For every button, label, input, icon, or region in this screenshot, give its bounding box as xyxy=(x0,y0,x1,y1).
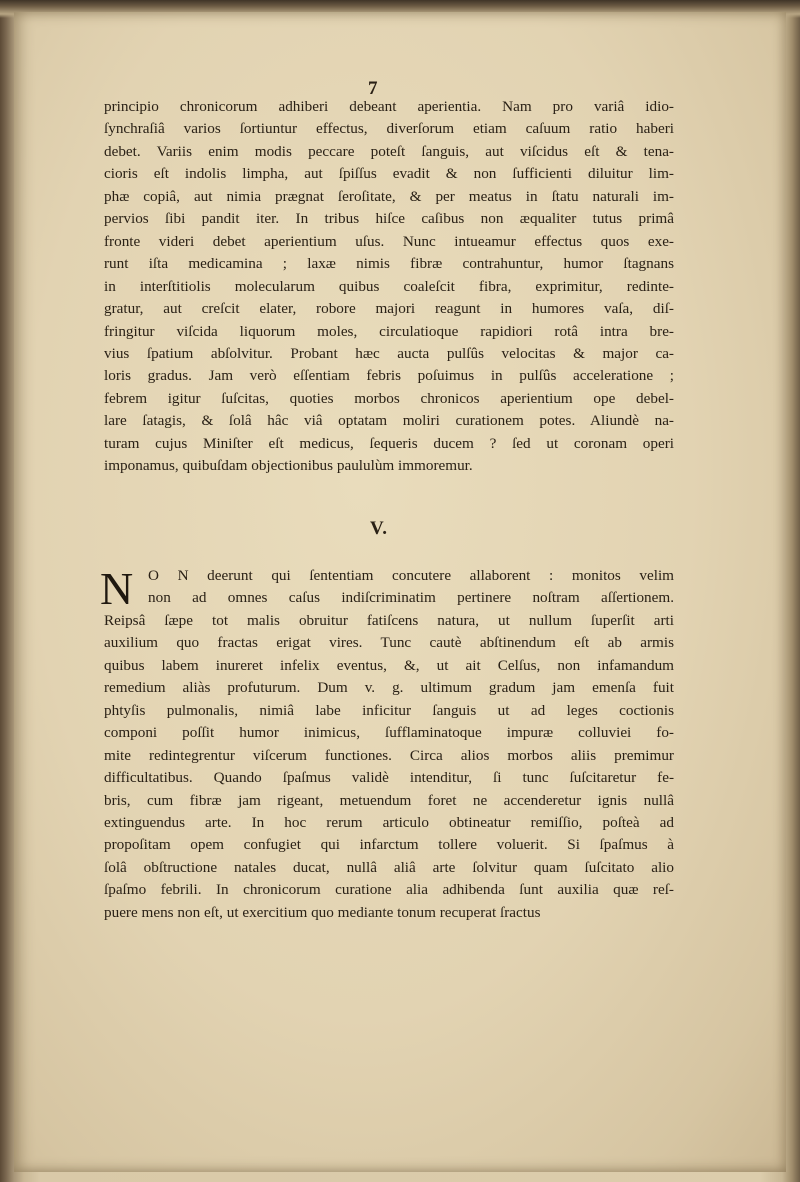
text-line: mite redintegrentur viſcerum functiones. Circa alios morbos aliis premimur xyxy=(104,746,674,764)
text-line: loris gradus. Jam verò eſſentiam febris poſuimus in pulſûs acceleratione ; xyxy=(104,367,674,385)
text-line: imponamus, quibuſdam objectionibus paululùm immoremur. xyxy=(104,457,473,475)
paragraph-2 xyxy=(104,565,674,924)
text-line: gratur, aut creſcit elater, robore majori reagunt in humores vaſa, diſ- xyxy=(104,300,674,318)
text-line: propoſitam opem confugiet qui infarctum tollere voluerit. Si ſpaſmus à xyxy=(104,836,674,854)
text-line: phtyſis pulmonalis, nimiâ labe inficitur ſanguis ut ad leges coctionis xyxy=(104,701,674,719)
text-line: auxilium quo fractas erigat vires. Tunc cautè abſtinendum eſt ab armis xyxy=(104,634,674,652)
text-line: non ad omnes caſus indiſcriminatim pertinere noſtram aſſertionem. xyxy=(148,589,674,607)
text-line: remedium aliàs profuturum. Dum v. g. ultimum gradum jam emenſa fuit xyxy=(104,679,674,697)
text-line: pervios ſibi pandit iter. In tribus hiſce caſibus non æqualiter tutus primâ xyxy=(104,210,674,228)
text-line: fronte videri debet aperientium uſus. Nunc intueamur effectus quos exe- xyxy=(104,232,674,250)
text-line: ſpaſmo febrili. In chronicorum curatione alia adhibenda ſunt auxilia quæ reſ- xyxy=(104,881,674,899)
text-line: principio chronicorum adhiberi debeant aperientia. Nam pro variâ idio- xyxy=(104,98,674,115)
text-line: puere mens non eſt, ut exercitium quo mediante tonum recuperat ſractus xyxy=(104,903,541,921)
text-line: ſolâ obſtructione natales ducat, nullâ aliâ arte ſolvitur quam ſuſcitato alio xyxy=(104,858,674,876)
text-line: turam cujus Miniſter eſt medicus, ſequeris ducem ? ſed ut coronam operi xyxy=(104,434,674,452)
text-line: componi poſſit humor inimicus, ſufflaminatoque impuræ colluviei fo- xyxy=(104,724,674,742)
text-line: phæ copiâ, aut nimia prægnat ſeroſitate, & per meatus in ſtatu naturali im- xyxy=(104,187,674,205)
section-heading: V. xyxy=(370,518,389,539)
text-line: cioris eſt indolis limpha, aut ſpiſſus evadit & non ſufficienti diluitur lim- xyxy=(104,165,674,183)
drop-capital: N xyxy=(100,563,134,614)
text-line: Reipsâ ſæpe tot malis obruitur fatiſcens natura, ut nullum ſuperſit arti xyxy=(104,611,674,629)
text-line: debet. Variis enim modis peccare poteſt ſanguis, aut viſcidus eſt & tena- xyxy=(104,142,674,160)
page-number: 7 xyxy=(368,78,378,99)
text-line: quibus labem inureret infelix eventus, &, ut ait Celſus, non infamandum xyxy=(104,656,674,674)
text-line: febrem igitur ſuſcitas, quoties morbos chronicos aperientium ope debel- xyxy=(104,389,674,407)
text-line: extinguendus arte. In hoc rerum articulo obtineatur remiſſio, poſteà ad xyxy=(104,813,674,831)
text-line: fringitur viſcida liquorum moles, circulatioque rapidiori rotâ intra bre- xyxy=(104,322,674,340)
text-line: lare ſatagis, & ſolâ hâc viâ optatam moliri curationem potes. Aliundè na- xyxy=(104,412,674,430)
text-line: difficultatibus. Quando ſpaſmus validè intenditur, ſi tunc ſuſcitaretur fe- xyxy=(104,769,674,787)
text-line: in interſtitiolis molecularum quibus coaleſcit fibra, exprimitur, redinte- xyxy=(104,277,674,295)
text-line: bris, cum fibræ jam rigeant, metuendum foret ne accenderetur ignis nullâ xyxy=(104,791,674,809)
text-line: O N deerunt qui ſententiam concutere allaborent : monitos velim xyxy=(148,567,674,584)
text-line: ſynchraſiâ varios ſortiuntur effectus, diverſorum etiam caſuum ratio haberi xyxy=(104,120,674,138)
text-line: vius ſpatium abſolvitur. Probant hæc aucta pulſûs velocitas & major ca- xyxy=(104,344,674,362)
paragraph-1 xyxy=(104,96,674,478)
text-line: runt iſta medicamina ; laxæ nimis fibræ contrahuntur, humor ſtagnans xyxy=(104,255,674,273)
